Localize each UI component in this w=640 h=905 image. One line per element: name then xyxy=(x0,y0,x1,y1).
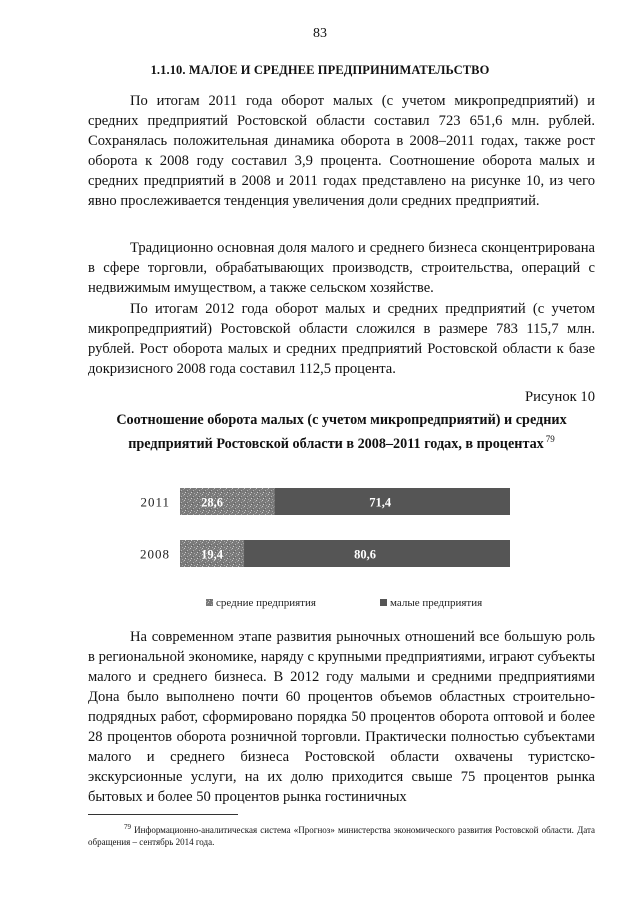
category-label-2008: 2008 xyxy=(140,546,170,562)
footnote-ref: 79 xyxy=(545,434,555,444)
paragraph-text: Традиционно основная доля малого и среднего бизнеса сконцентрирована в сфере торговли, обрабатывающих производств, строительства, операций с недвижимым имуществом, а также сельском хозяйстве. xyxy=(88,240,595,296)
paragraph-4 xyxy=(88,627,595,807)
category-label-2011: 2011 xyxy=(140,494,170,510)
legend-swatch-1 xyxy=(206,599,213,606)
bar-2011-series-2 xyxy=(274,488,510,515)
footnote-divider xyxy=(88,814,238,815)
data-label-2011-series-1: 28,6 xyxy=(201,495,223,510)
legend-swatch-2 xyxy=(380,599,387,606)
paragraph-text: По итогам 2011 года оборот малых (с учетом микропредприятий) и средних предприятий Ростовской области составил 723 651,6 млн. рублей. Сохранялась положительная динамика оборота в 2008–2011 годах, также рост оборота к 2008 году составил 3,9 процента. Соотношение оборота малых и средних предприятий в 2008 и 2011 годах представлено на рисунке 10, из чего явно прослеживается тенденция увеличения доли средних предприятий. xyxy=(88,93,595,209)
paragraph-text: На современном этапе развития рыночных отношений все большую роль в региональной экономике, наряду с крупными предприятиями, играют субъекты малого и среднего бизнеса. В 2012 году малыми и средними предприятиями Дона было выполнено почти 60 процентов объемов областных строительно-подрядных работ, сформировано порядка 50 процентов оборота оптовой и более 28 процентов оборота розничной торговли. Практически полностью субъектами малого и среднего бизнеса Ростовской области охвачены туристско-экскурсионные услуги, на их долю приходится свыше 75 процентов рынка бытовых и более 50 процентов рынка гостиничных xyxy=(88,629,595,805)
legend-label-2: малые предприятия xyxy=(390,597,483,609)
footnote-text: Информационно-аналитическая система «Прогноз» министерства экономического развития Ростовской области. Дата обращения – сентябрь 2014 года. xyxy=(88,825,596,847)
legend-label-1: средние предприятия xyxy=(216,597,316,609)
data-label-2008-series-2: 80,6 xyxy=(354,547,376,562)
footnote xyxy=(88,821,595,848)
paragraph-2 xyxy=(88,238,595,298)
footnote-number: 79 xyxy=(124,823,131,831)
paragraph-1 xyxy=(88,91,595,211)
bar-2011-series-1 xyxy=(180,488,274,515)
paragraph-text: По итогам 2012 года оборот малых и средних предприятий (с учетом микропредприятий) Ростовской области сложился в размере 783 115,7 млн. рублей. Рост оборота малых и средних предприятий Ростовской области к базе докризисного 2008 года составил 112,5 процента. xyxy=(88,301,595,377)
data-label-2008-series-1: 19,4 xyxy=(201,547,223,562)
section-heading: 1.1.10. МАЛОЕ И СРЕДНЕЕ ПРЕДПРИНИМАТЕЛЬСТВО xyxy=(150,63,490,77)
page-number: 83 xyxy=(313,26,327,41)
figure-label: Рисунок 10 xyxy=(525,389,595,405)
figure-title xyxy=(88,411,595,454)
figure-title-text: Соотношение оборота малых (с учетом микропредприятий) и средних предприятий Ростовской области в 2008–2011 годах, в процентах xyxy=(116,412,567,452)
bar-2008-series-2 xyxy=(244,540,510,567)
paragraph-3 xyxy=(88,299,595,379)
data-label-2011-series-2: 71,4 xyxy=(369,495,392,510)
stacked-bar-chart xyxy=(100,470,560,620)
